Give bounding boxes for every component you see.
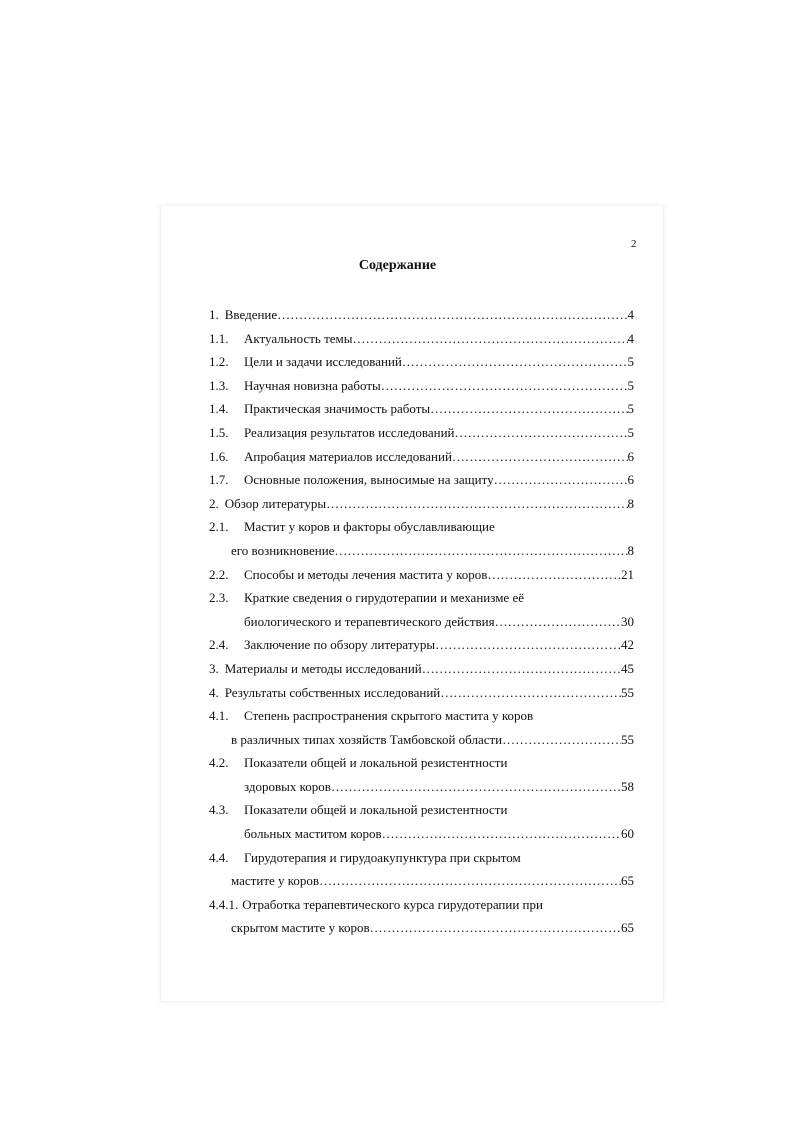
toc-entry-number: 4. (209, 684, 219, 700)
toc-entry[interactable] (209, 704, 634, 728)
toc-entry-title: Апробация материалов исследований (244, 448, 452, 464)
toc-entry[interactable] (209, 327, 634, 351)
dot-leader (319, 869, 621, 893)
toc-entry-continuation[interactable] (209, 775, 634, 799)
toc-entry-title: Введение (224, 307, 278, 322)
toc-entry-page: 42 (621, 637, 634, 653)
toc-entry-continuation[interactable] (209, 916, 634, 940)
toc-entry-number: 1.7. (209, 472, 229, 488)
toc-entry-number: 1.6. (209, 448, 229, 464)
toc-entry-page: 30 (621, 613, 634, 629)
toc-entry-number: 1. (209, 307, 219, 322)
toc-entry-page: 5 (627, 377, 634, 393)
toc-entry-page: 4 (627, 307, 634, 322)
dot-leader (435, 633, 621, 657)
toc-entry[interactable] (209, 515, 634, 539)
toc-entry[interactable] (209, 303, 634, 327)
toc-entry[interactable] (209, 468, 634, 492)
dot-leader (495, 610, 621, 634)
dot-leader (402, 350, 628, 374)
toc-entry-title: Цели и задачи исследований (244, 354, 402, 370)
dot-leader (381, 374, 628, 398)
toc-entry-page: 65 (621, 873, 634, 889)
toc-entry-title: Реализация результатов исследований (244, 424, 455, 440)
dot-leader (326, 492, 627, 516)
dot-leader (494, 468, 628, 492)
toc-entry-page: 55 (621, 731, 634, 747)
dot-leader (331, 775, 621, 799)
toc-entry[interactable] (209, 492, 634, 516)
toc-entry-page: 4 (627, 330, 634, 346)
toc-entry-title: Актуальность темы (244, 330, 353, 346)
toc-entry[interactable] (209, 374, 634, 398)
toc-entry[interactable] (209, 397, 634, 421)
toc-entry-page: 60 (621, 826, 634, 842)
toc-entry-title: Гирудотерапия и гирудоакупунктура при скрытом (244, 849, 521, 865)
toc-entry-title-continuation: здоровых коров (244, 778, 331, 794)
toc-entry[interactable] (209, 445, 634, 469)
toc-entry-number: 1.2. (209, 354, 229, 370)
toc-entry-page: 6 (627, 448, 634, 464)
toc-entry[interactable] (209, 586, 634, 610)
toc-entry-title: Показатели общей и локальной резистентности (244, 802, 508, 818)
dot-leader (430, 397, 627, 421)
dot-leader (502, 728, 621, 752)
dot-leader (454, 421, 627, 445)
dot-leader (452, 445, 628, 469)
toc-entry[interactable] (209, 657, 634, 681)
toc-entry-title: Мастит у коров и факторы обуславливающие (244, 519, 495, 535)
toc-entry-title-continuation: его возникновение (231, 542, 335, 558)
dot-leader (370, 916, 621, 940)
toc-entry-title: Краткие сведения о гирудотерапии и механизме её (244, 590, 524, 606)
toc-entry-number: 1.1. (209, 330, 229, 346)
toc-entry-continuation[interactable] (209, 822, 634, 846)
toc-entry[interactable] (209, 751, 634, 775)
toc-entry-page: 65 (621, 920, 634, 936)
toc-entry-title: Научная новизна работы (244, 377, 381, 393)
toc-entry-continuation[interactable] (209, 610, 634, 634)
toc-entry-number: 4.4. (209, 849, 229, 865)
toc-entry-title-continuation: скрытом мастите у коров (231, 920, 370, 936)
dot-leader (382, 822, 621, 846)
dot-leader (440, 681, 621, 705)
dot-leader (422, 657, 621, 681)
toc-entry-title: Показатели общей и локальной резистентности (244, 755, 508, 771)
toc-entry-number: 4.4.1. (209, 896, 239, 912)
toc-entry[interactable] (209, 421, 634, 445)
toc-entry-number: 1.3. (209, 377, 229, 393)
toc-entry-continuation[interactable] (209, 728, 634, 752)
toc-entry-number: 4.2. (209, 755, 229, 771)
toc-entry-title: Заключение по обзору литературы (244, 637, 436, 653)
toc-entry-page: 8 (627, 495, 634, 511)
toc-entry[interactable] (209, 846, 634, 870)
table-of-contents (209, 303, 634, 940)
toc-entry[interactable] (209, 350, 634, 374)
page-number: 2 (631, 238, 637, 250)
toc-entry-title-continuation: больных маститом коров (244, 826, 382, 842)
toc-entry-title: Результаты собственных исследований (224, 684, 441, 700)
toc-entry-continuation[interactable] (209, 869, 634, 893)
toc-entry-title-continuation: биологического и терапевтического действия (244, 613, 495, 629)
dot-leader (353, 327, 628, 351)
dot-leader (487, 563, 621, 587)
toc-entry-page: 21 (621, 566, 634, 582)
toc-entry-page: 5 (627, 401, 634, 417)
toc-entry-number: 1.4. (209, 401, 229, 417)
toc-entry-number: 2.2. (209, 566, 229, 582)
toc-entry-title: Практическая значимость работы (244, 401, 431, 417)
toc-entry-page: 45 (621, 660, 634, 676)
toc-entry-title-continuation: в различных типах хозяйств Тамбовской области (231, 731, 503, 747)
toc-entry[interactable] (209, 633, 634, 657)
toc-entry-number: 1.5. (209, 424, 229, 440)
toc-entry-title: Основные положения, выносимые на защиту (244, 472, 494, 488)
toc-entry-page: 5 (627, 424, 634, 440)
toc-entry-number: 4.3. (209, 802, 229, 818)
dot-leader (334, 539, 627, 563)
toc-entry-page: 8 (627, 542, 634, 558)
toc-entry-title: Отработка терапевтического курса гирудотерапии при (242, 896, 543, 912)
toc-entry-page: 58 (621, 778, 634, 794)
toc-entry-title-continuation: мастите у коров (231, 873, 320, 889)
toc-entry-number: 3. (209, 660, 219, 676)
toc-entry-title: Обзор литературы (224, 495, 327, 511)
toc-entry[interactable] (209, 563, 634, 587)
toc-entry-continuation[interactable] (209, 539, 634, 563)
toc-entry-title: Материалы и методы исследований (224, 660, 422, 676)
toc-entry-page: 5 (627, 354, 634, 370)
toc-entry-title: Степень распространения скрытого мастита у коров (244, 708, 534, 724)
toc-entry-number: 2.4. (209, 637, 229, 653)
toc-entry-title: Способы и методы лечения мастита у коров (244, 566, 488, 582)
toc-entry[interactable] (209, 798, 634, 822)
toc-entry-page: 55 (621, 684, 634, 700)
toc-heading: Содержание (358, 258, 437, 273)
toc-entry-number: 2.1. (209, 519, 229, 535)
toc-entry[interactable] (209, 893, 634, 917)
dot-leader (277, 303, 627, 327)
toc-entry-number: 2. (209, 495, 219, 511)
toc-entry[interactable] (209, 681, 634, 705)
toc-entry-number: 2.3. (209, 590, 229, 606)
toc-entry-page: 6 (627, 472, 634, 488)
toc-entry-number: 4.1. (209, 708, 229, 724)
